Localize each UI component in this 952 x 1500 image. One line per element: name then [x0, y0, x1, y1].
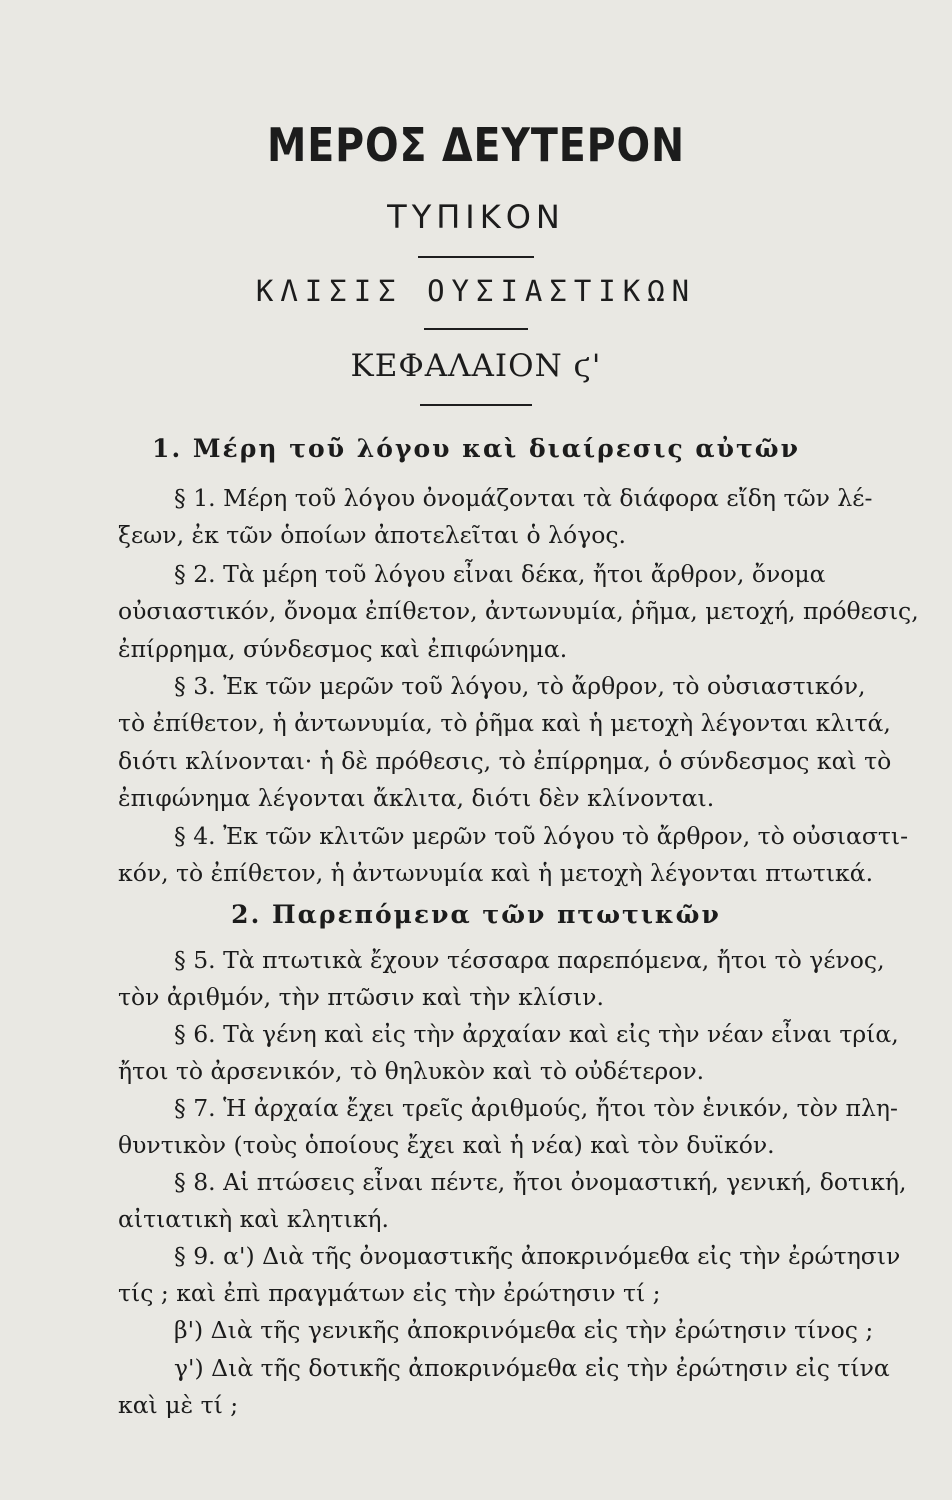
text-line: ἐπίρρημα, σύνδεσμος καὶ ἐπιφώνημα.: [118, 634, 568, 663]
paragraph-10: [118, 1312, 922, 1349]
subject-title: ΚΛΙΣΙΣ ΟΥΣΙΑΣΤΙΚΩΝ: [255, 274, 697, 308]
paragraph-9: [118, 1238, 922, 1313]
divider-rule: [424, 328, 528, 330]
text-line: β') Διὰ τῆς γενικῆς ἀποκρινόμεθα εἰς τὴν ἐρώτησιν τίνος ;: [174, 1316, 874, 1344]
text-line: § 7. Ἡ ἀρχαία ἔχει τρεῖς ἀριθμούς, ἤτοι τὸν ἑνικόν, τὸν πλη-: [174, 1094, 898, 1122]
text-line: § 4. Ἐκ τῶν κλιτῶν μερῶν τοῦ λόγου τὸ ἄρθρον, τὸ οὐσιαστι-: [174, 822, 909, 850]
chapter-title: ΚΕΦΑΛΑΙΟΝ ϛ': [350, 348, 602, 384]
text-line: ξεων, ἐκ τῶν ὁποίων ἀποτελεῖται ὁ λόγος.: [118, 521, 627, 550]
text-line: § 9. α') Διὰ τῆς ὀνομαστικῆς ἀποκρινόμεθα εἰς τὴν ἐρώτησιν: [174, 1242, 901, 1270]
paragraph-3: [118, 668, 922, 817]
text-line: γ') Διὰ τῆς δοτικῆς ἀποκρινόμεθα εἰς τὴν ἐρώτησιν εἰς τίνα: [174, 1354, 890, 1382]
text-line: διότι κλίνονται· ἡ δὲ πρόθεσις, τὸ ἐπίρρημα, ὁ σύνδεσμος καὶ τὸ: [118, 746, 892, 775]
paragraph-4: [118, 818, 922, 893]
text-line: θυντικὸν (τοὺς ὁποίους ἔχει καὶ ἡ νέα) καὶ τὸν δυϊκόν.: [118, 1131, 775, 1160]
paragraph-5: [118, 942, 922, 1017]
divider-rule: [418, 256, 534, 258]
text-line: ἐπιφώνημα λέγονται ἄκλιτα, διότι δὲν κλίνονται.: [118, 783, 715, 812]
section-heading: 2. Παρεπόμενα τῶν πτωτικῶν: [231, 900, 721, 929]
text-line: § 8. Αἱ πτώσεις εἶναι πέντε, ἤτοι ὀνομαστική, γενική, δοτική,: [174, 1168, 907, 1196]
divider-rule: [420, 404, 532, 406]
paragraph-2: [118, 556, 922, 668]
paragraph-1: [118, 480, 922, 555]
section-heading: 1. Μέρη τοῦ λόγου καὶ διαίρεσις αὐτῶν: [152, 434, 800, 463]
text-line: τίς ; καὶ ἐπὶ πραγμάτων εἰς τὴν ἐρώτησιν τί ;: [118, 1279, 661, 1308]
text-line: ἤτοι τὸ ἀρσενικόν, τὸ θηλυκὸν καὶ τὸ οὐδέτερον.: [118, 1057, 705, 1086]
text-line: § 6. Τὰ γένη καὶ εἰς τὴν ἀρχαίαν καὶ εἰς τὴν νέαν εἶναι τρία,: [174, 1020, 899, 1048]
paragraph-8: [118, 1164, 922, 1239]
text-line: τὸν ἀριθμόν, τὴν πτῶσιν καὶ τὴν κλίσιν.: [118, 983, 604, 1012]
text-line: κόν, τὸ ἐπίθετον, ἡ ἀντωνυμία καὶ ἡ μετοχὴ λέγονται πτωτικά.: [118, 859, 874, 888]
text-line: § 3. Ἐκ τῶν μερῶν τοῦ λόγου, τὸ ἄρθρον, τὸ οὐσιαστικόν,: [174, 672, 866, 700]
part-title: ΜΕΡΟΣ ΔΕΥΤΕΡΟΝ: [267, 118, 685, 172]
section-title: ΤΥΠΙΚΟΝ: [387, 198, 565, 236]
text-line: αἰτιατικὴ καὶ κλητική.: [118, 1205, 389, 1234]
paragraph-7: [118, 1090, 922, 1165]
text-line: καὶ μὲ τί ;: [118, 1391, 239, 1420]
paragraph-6: [118, 1016, 922, 1091]
text-line: § 2. Τὰ μέρη τοῦ λόγου εἶναι δέκα, ἤτοι ἄρθρον, ὄνομα: [174, 560, 826, 588]
text-line: § 5. Τὰ πτωτικὰ ἔχουν τέσσαρα παρεπόμενα, ἤτοι τὸ γένος,: [174, 946, 885, 974]
paragraph-11: [118, 1350, 922, 1425]
text-line: τὸ ἐπίθετον, ἡ ἀντωνυμία, τὸ ῥῆμα καὶ ἡ μετοχὴ λέγονται κλιτά,: [118, 709, 891, 738]
text-line: § 1. Μέρη τοῦ λόγου ὀνομάζονται τὰ διάφορα εἴδη τῶν λέ-: [174, 484, 873, 512]
text-line: οὐσιαστικόν, ὄνομα ἐπίθετον, ἀντωνυμία, ῥῆμα, μετοχή, πρόθεσις,: [118, 597, 919, 626]
